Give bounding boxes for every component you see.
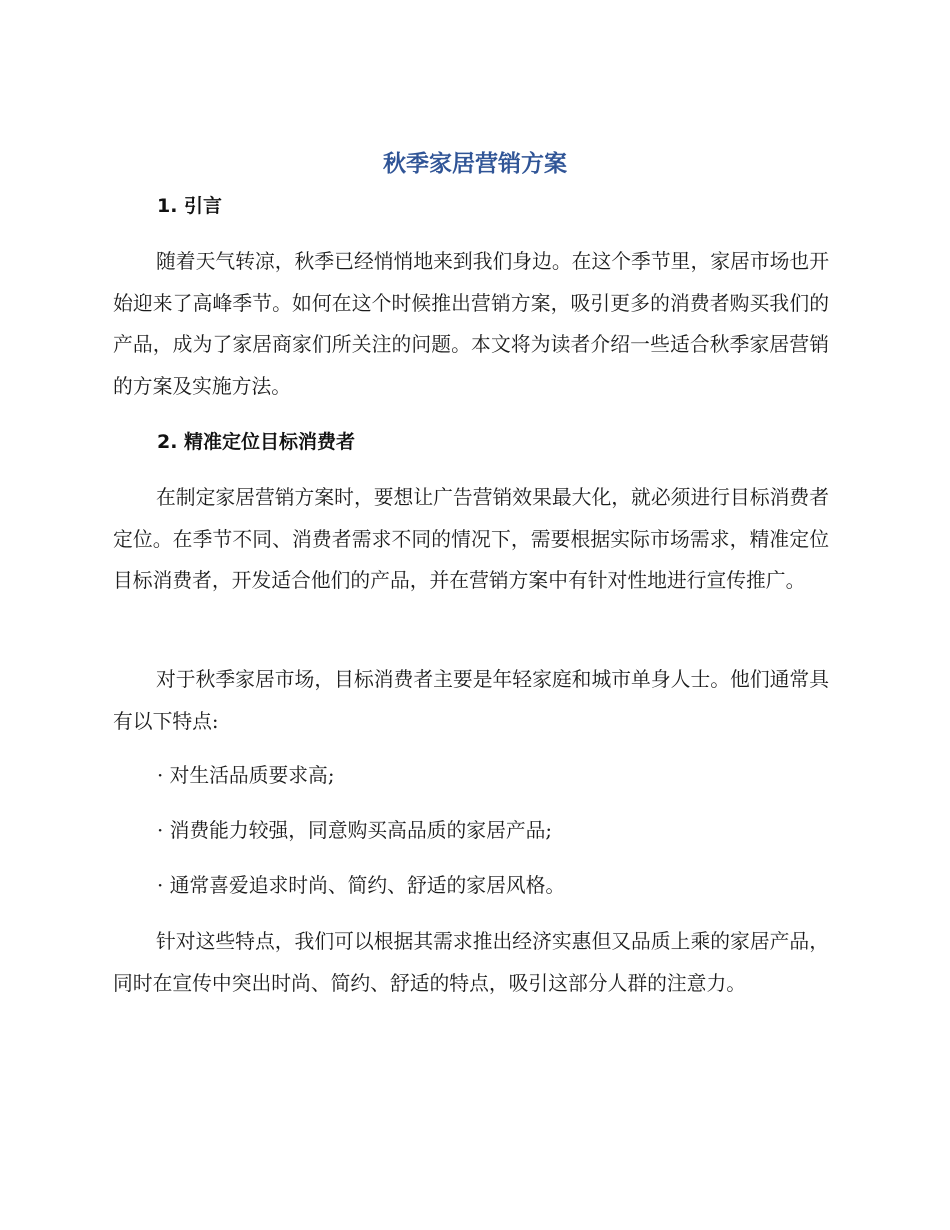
section-heading-targeting: 2. 精准定位目标消费者	[157, 431, 356, 453]
targeting-paragraph: 在制定家居营销方案时，要想让广告营销效果最大化，就必须进行目标消费者定位。在季节不同、消费者需求不同的情况下，需要根据实际市场需求，精准定位目标消费者，开发适合他们的产品，并在营销方案中有针对性地进行宣传推广。	[113, 486, 829, 592]
bullet-item: · 对生活品质要求高;	[157, 764, 335, 787]
intro-paragraph: 随着天气转凉，秋季已经悄悄地来到我们身边。在这个季节里，家居市场也开始迎来了高峰季节。如何在这个时候推出营销方案，吸引更多的消费者购买我们的产品，成为了家居商家们所关注的问题。本文将为读者介绍一些适合秋季家居营销的方案及实施方法。	[113, 250, 829, 398]
section-heading-intro: 1. 引言	[157, 195, 223, 217]
strategy-paragraph: 针对这些特点，我们可以根据其需求推出经济实惠但又品质上乘的家居产品，同时在宣传中突出时尚、简约、舒适的特点，吸引这部分人群的注意力。	[113, 930, 829, 995]
bullet-item: · 消费能力较强，同意购买高品质的家居产品;	[157, 819, 553, 842]
bullet-item: · 通常喜爱追求时尚、简约、舒适的家居风格。	[157, 874, 566, 897]
audience-paragraph: 对于秋季家居市场，目标消费者主要是年轻家庭和城市单身人士。他们通常具有以下特点:	[113, 668, 829, 733]
document-title: 秋季家居营销方案	[383, 151, 567, 177]
